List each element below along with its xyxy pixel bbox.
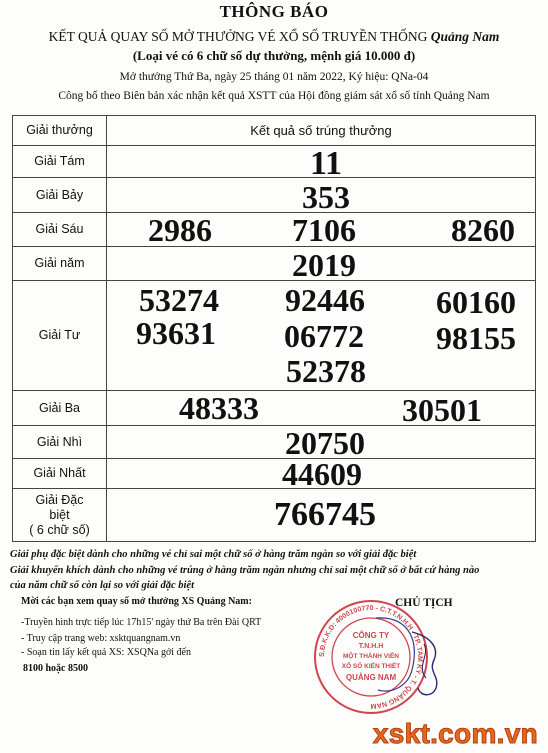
notice-subtitle (0, 29, 548, 45)
winning-number: 52378 (286, 353, 366, 389)
table-row (13, 426, 536, 459)
prize-name: Giải Tư (13, 281, 107, 391)
winning-number: 8260 (451, 212, 515, 248)
table-row (13, 281, 536, 391)
winning-number: 60160 (436, 284, 516, 320)
info-intro: Mời các bạn xem quay số mở thưởng XS Quảng Nam: (21, 596, 252, 607)
prize-name: Giải Bảy (13, 178, 107, 213)
prize-name (13, 489, 107, 542)
info-sms: - Soạn tin lấy kết quả XS: XSQNa gởi đến (21, 647, 191, 658)
seal-line: T.N.H.H (358, 643, 384, 650)
table-row (13, 247, 536, 281)
prize-name: Giải Tám (13, 146, 107, 178)
ticket-type: (Loại vé có 6 chữ số dự thưởng, mệnh giá 10.000 đ) (132, 48, 416, 63)
winning-number: 48333 (179, 390, 259, 426)
seal-line: MỘT THÀNH VIÊN (343, 653, 399, 660)
prize-name: Giải Sáu (13, 213, 107, 247)
winning-number: 353 (302, 179, 350, 215)
table-header-row (13, 116, 536, 146)
table-row (13, 178, 536, 213)
prize-numbers (107, 213, 536, 247)
notice-title: THÔNG BÁO (219, 2, 329, 21)
prize-numbers (107, 247, 536, 281)
table-row (13, 489, 536, 542)
prize-name: Giải Nhất (13, 459, 107, 489)
signature-scribble (410, 626, 450, 706)
site-watermark: xskt.com.vn (372, 718, 538, 749)
subtitle-text: KẾT QUẢ QUAY SỐ MỞ THƯỞNG VÉ XỔ SỐ TRUYỀN THỐNG (48, 29, 428, 44)
note-consolation: Giải phụ đặc biệt dành cho những vé chỉ sai một chữ số ở hàng trăm ngàn so với giải đặc biệt (10, 549, 417, 560)
prize-numbers (107, 456, 536, 492)
winning-number: 11 (309, 145, 343, 182)
winning-number: 98155 (436, 320, 516, 356)
info-sms-numbers: 8100 hoặc 8500 (23, 663, 88, 674)
special-prize-label: Giải Đặc (35, 492, 84, 507)
info-tv: -Truyền hình trực tiếp lúc 17h15' ngày thứ Ba trên Đài QRT (21, 617, 262, 628)
special-prize-label: ( 6 chữ số) (29, 522, 90, 537)
table-row (13, 459, 536, 489)
winning-number: 2019 (292, 247, 356, 283)
note-encouragement: Giải khuyến khích dành cho những vé trúng ở hàng trăm ngàn nhưng chỉ sai một chữ số ở bất cứ hàng nào (10, 565, 480, 576)
info-web: - Truy cập trang web: xsktquangnam.vn (21, 633, 181, 644)
prize-numbers (107, 281, 536, 391)
winning-number: 06772 (284, 318, 364, 354)
seal-ring-text: S.Đ.K.K.D: 4000100770 - C.T.T.N.H.H - TP. TAM KỲ - T. QUẢNG NAM (318, 604, 424, 710)
prize-numbers (107, 178, 536, 213)
brand-quang-nam: Quảng Nam (430, 29, 500, 44)
seal-line: CÔNG TY (352, 631, 390, 640)
winning-number: 7106 (292, 212, 356, 248)
prize-numbers (107, 426, 536, 459)
col-result-header: Kết quả số trúng thưởng (107, 116, 536, 146)
winning-number: 20750 (285, 425, 365, 461)
winning-number: 53274 (139, 282, 219, 318)
table-row (13, 391, 536, 426)
table-row (13, 146, 536, 178)
prize-name: Giải Nhì (13, 426, 107, 459)
prize-numbers (107, 145, 536, 182)
results-table (12, 115, 536, 542)
col-prize-header: Giải thưởng (13, 116, 107, 146)
seal-line: QUẢNG NAM (345, 673, 397, 682)
special-prize-number: 766745 (274, 496, 376, 533)
prize-name: Giải Ba (13, 391, 107, 426)
winning-number: 44609 (282, 456, 362, 492)
publication-note: Công bố theo Biên bản xác nhận kết quả XSTT của Hội đồng giám sát xổ số tỉnh Quảng Nam (58, 90, 490, 102)
winning-number: 30501 (402, 392, 482, 428)
prize-numbers (107, 489, 536, 542)
prize-name: Giải năm (13, 247, 107, 281)
winning-number: 2986 (148, 212, 212, 248)
winning-number: 93631 (136, 315, 216, 351)
special-prize-label: biệt (49, 507, 70, 522)
chairman-title: CHỦ TỊCH (395, 597, 453, 609)
prize-numbers (107, 391, 536, 426)
seal-line: XỔ SỐ KIẾN THIẾT (341, 663, 401, 670)
table-row (13, 213, 536, 247)
winning-number: 92446 (285, 282, 365, 318)
draw-date: Mở thưởng Thứ Ba, ngày 25 tháng 01 năm 2022, Ký hiệu: QNa-04 (119, 71, 429, 83)
note-encouragement-cont: của năm chữ số còn lại so với giải đặc biệt (10, 580, 195, 591)
